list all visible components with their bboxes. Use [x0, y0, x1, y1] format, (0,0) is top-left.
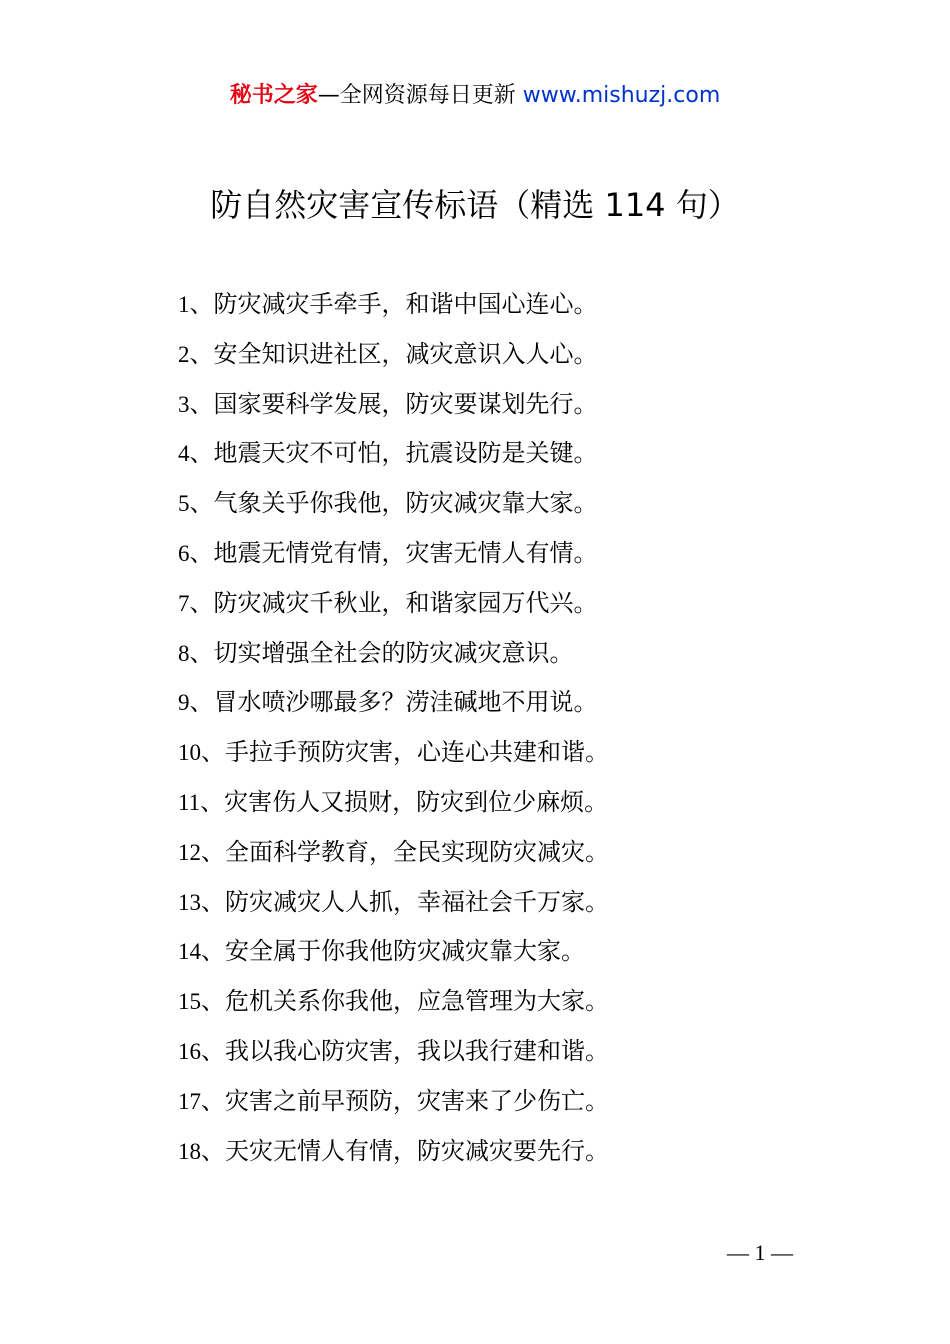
item-number: 2	[178, 341, 190, 367]
item-number: 7	[178, 590, 190, 616]
item-number: 13	[178, 889, 201, 915]
item-text: 、冒水喷沙哪最多？涝洼碱地不用说。	[189, 688, 598, 717]
item-number: 17	[178, 1088, 201, 1114]
item-text: 、安全知识进社区，减灾意识入人心。	[189, 339, 598, 368]
list-item	[178, 931, 609, 981]
item-text: 、切实增强全社会的防灾减灾意识。	[189, 638, 574, 667]
list-item	[178, 533, 609, 583]
item-number: 1	[178, 292, 190, 317]
list-item	[178, 284, 609, 334]
list-item	[178, 782, 609, 832]
document-title: 防自然灾害宣传标语（精选 114 句）	[210, 186, 740, 224]
item-text: 、我以我心防灾害，我以我行建和谐。	[201, 1036, 609, 1065]
item-text: 、全面科学教育，全民实现防灾减灾。	[201, 837, 609, 866]
item-number: 6	[178, 540, 190, 566]
item-number: 8	[178, 640, 190, 666]
list-item	[178, 832, 609, 882]
list-item	[178, 583, 609, 633]
item-text: 、防灾减灾千秋业，和谐家园万代兴。	[189, 588, 598, 617]
list-item	[178, 633, 609, 683]
item-text: 、气象关乎你我他，防灾减灾靠大家。	[189, 489, 598, 518]
item-text: 、防灾减灾手牵手，和谐中国心连心。	[189, 290, 598, 318]
item-number: 4	[178, 441, 190, 467]
item-number: 10	[178, 740, 201, 766]
item-number: 5	[178, 491, 190, 517]
list-item	[178, 882, 609, 932]
list-item	[178, 1081, 609, 1131]
page-number: — 1 —	[727, 1240, 793, 1265]
item-text: 、安全属于你我他防灾减灾靠大家。	[201, 937, 585, 966]
list-item	[178, 384, 609, 434]
item-text: 、地震无情党有情，灾害无情人有情。	[189, 538, 598, 567]
item-text: 、手拉手预防灾害，心连心共建和谐。	[201, 738, 609, 767]
list-item	[178, 732, 609, 782]
item-number: 14	[178, 939, 201, 965]
item-number: 16	[178, 1038, 201, 1064]
item-text: 、国家要科学发展，防灾要谋划先行。	[189, 389, 598, 418]
list-item	[178, 1131, 609, 1181]
list-item	[178, 334, 609, 384]
item-text: 、灾害伤人又损财，防灾到位少麻烦。	[200, 787, 609, 816]
item-number: 12	[178, 839, 201, 865]
site-url[interactable]: www.mishuzj.com	[522, 83, 721, 108]
list-item	[178, 981, 609, 1031]
list-item	[178, 1031, 609, 1081]
slogan-list	[178, 284, 609, 1180]
brand-name: 秘书之家	[229, 83, 318, 108]
list-item	[178, 433, 609, 483]
item-number: 15	[178, 989, 201, 1015]
item-text: 、天灾无情人有情，防灾减灾要先行。	[201, 1136, 609, 1165]
item-text: 、危机关系你我他，应急管理为大家。	[201, 987, 609, 1016]
list-item	[178, 682, 609, 732]
item-text: 、防灾减灾人人抓，幸福社会千万家。	[201, 887, 609, 916]
item-number: 18	[178, 1138, 201, 1164]
item-number: 9	[178, 690, 190, 716]
item-number: 3	[178, 391, 190, 417]
item-number: 11	[178, 789, 201, 815]
item-text: 、灾害之前早预防，灾害来了少伤亡。	[201, 1086, 609, 1115]
list-item	[178, 483, 609, 533]
banner-tagline: —全网资源每日更新	[317, 83, 516, 108]
site-banner	[0, 80, 950, 112]
item-text: 、地震天灾不可怕，抗震设防是关键。	[189, 439, 598, 468]
